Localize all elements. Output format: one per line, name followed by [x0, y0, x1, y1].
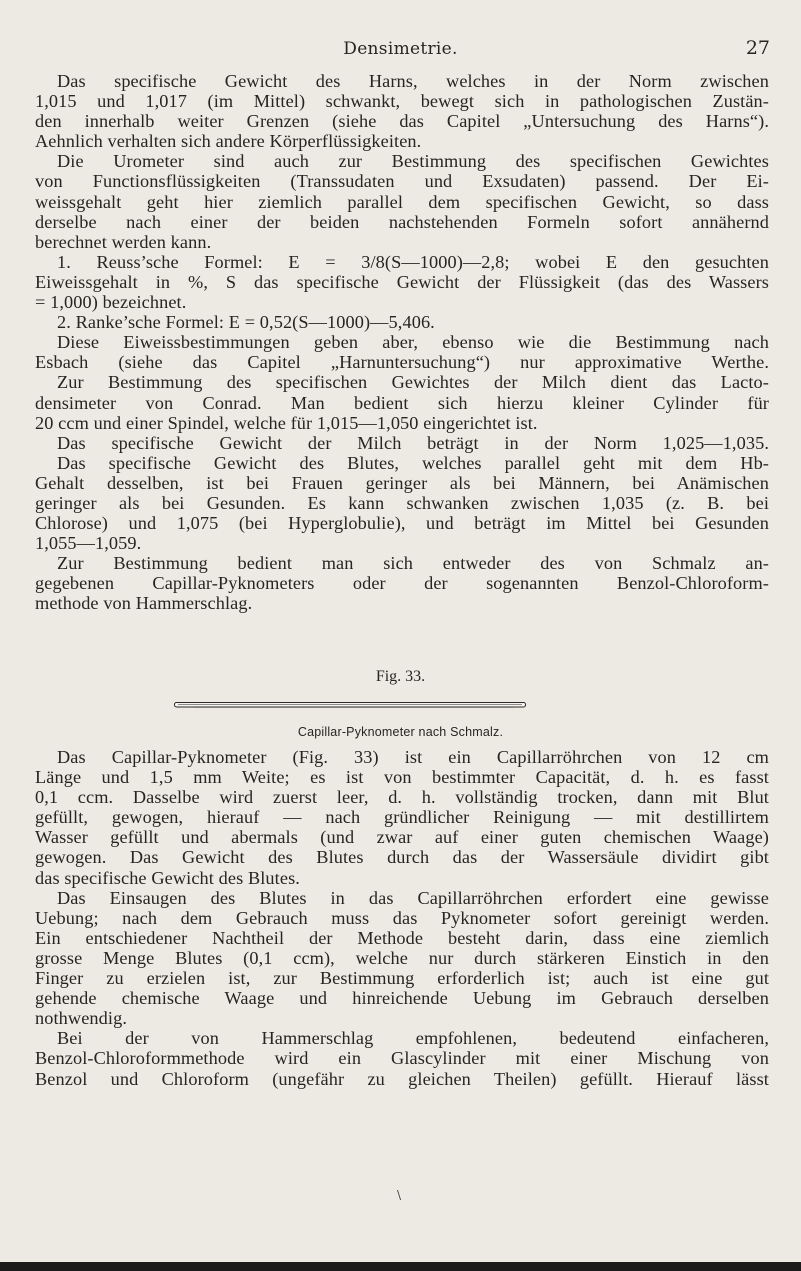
text-line: gehende chemische Waage und hinreichende Uebung im Gebrauch derselben [35, 988, 769, 1009]
text-line: Länge und 1,5 mm Weite; es ist von bestimmter Capacität, d. h. es fasst [35, 767, 769, 788]
text-line: 20 ccm und einer Spindel, welche für 1,015—1,050 eingerichtet ist. [35, 412, 538, 433]
text-line: Das Capillar-Pyknometer (Fig. 33) ist ein Capillarröhrchen von 12 cm [57, 747, 769, 767]
text-line: berechnet werden kann. [35, 231, 212, 252]
text-line: = 1,000) bezeichnet. [35, 292, 187, 313]
text-line: gefüllt, gewogen, hierauf — nach gründlicher Reinigung — mit destillirtem [35, 807, 769, 828]
bottom-edge-rule [0, 1262, 801, 1271]
text-line: Uebung; nach dem Gebrauch muss das Pyknometer sofort gereinigt werden. [35, 907, 769, 928]
text-line: derselbe nach einer der beiden nachstehenden Formeln sofort annähernd [35, 211, 769, 232]
text-line: Gehalt desselben, ist bei Frauen geringer als bei Männern, bei Anämischen [35, 472, 769, 493]
text-line: Das specifische Gewicht des Blutes, welches parallel geht mit dem Hb- [57, 452, 769, 473]
text-block-top [35, 71, 769, 614]
text-line: gegebenen Capillar-Pyknometers oder der sogenannten Benzol-Chloroform- [35, 573, 769, 594]
figure-label: Fig. 33. [375, 668, 426, 685]
text-line: 2. Ranke’sche Formel: E = 0,52(S—1000)—5,406. [57, 312, 435, 333]
text-block-bottom [35, 747, 769, 1089]
text-line: 1. Reuss’sche Formel: E = 3/8(S—1000)—2,8; wobei E den gesuchten [57, 251, 769, 272]
text-line: Die Urometer sind auch zur Bestimmung des specifischen Gewichtes [57, 151, 769, 172]
text-line: den innerhalb weiter Grenzen (siehe das Capitel „Untersuchung des Harns“). [35, 111, 769, 132]
text-line: methode von Hammerschlag. [35, 593, 253, 614]
text-line: Ein entschiedener Nachtheil der Methode besteht darin, dass eine ziemlich [35, 927, 769, 948]
text-line: Aehnlich verhalten sich andere Körperflüssigkeiten. [35, 131, 422, 152]
page-number: 27 [745, 37, 770, 59]
text-line: Eiweissgehalt in %, S das specifische Gewicht der Flüssigkeit (das des Wassers [35, 271, 769, 292]
text-line: Das specifische Gewicht der Milch beträgt in der Norm 1,025—1,035. [57, 432, 769, 453]
text-line: 1,015 und 1,017 (im Mittel) schwankt, bewegt sich in pathologischen Zustän- [35, 91, 769, 112]
text-line: das specifische Gewicht des Blutes. [35, 867, 300, 888]
stray-mark: \ [397, 1188, 402, 1202]
text-line: Benzol-Chloroformmethode wird ein Glascylinder mit einer Mischung von [35, 1048, 769, 1069]
text-line: Zur Bestimmung bedient man sich entweder des von Schmalz an- [57, 553, 769, 574]
running-head-title: Densimetrie. [343, 39, 458, 59]
text-line: 1,055—1,059. [35, 533, 142, 554]
text-line: densimeter von Conrad. Man bedient sich hierzu kleiner Cylinder für [35, 392, 769, 413]
text-line: Diese Eiweissbestimmungen geben aber, ebenso wie die Bestimmung nach [57, 332, 769, 353]
text-line: nothwendig. [35, 1008, 127, 1029]
text-line: Zur Bestimmung des specifischen Gewichtes der Milch dient das Lacto- [57, 372, 769, 393]
text-line: von Functionsflüssigkeiten (Transsudaten und Exsudaten) passend. Der Ei- [35, 171, 769, 192]
text-line: Finger zu erzielen ist, zur Bestimmung erforderlich ist; auch ist eine gut [35, 968, 769, 989]
text-line: Benzol und Chloroform (ungefähr zu gleichen Theilen) gefüllt. Hierauf lässt [35, 1068, 769, 1089]
text-line: gewogen. Das Gewicht des Blutes durch das der Wassersäule dividirt gibt [35, 847, 769, 868]
text-line: grosse Menge Blutes (0,1 ccm), welche nur durch stärkeren Einstich in den [35, 947, 769, 968]
text-line: Wasser gefüllt und abermals (und zwar auf einer guten chemischen Waage) [35, 827, 769, 848]
text-line: Esbach (siehe das Capitel „Harnuntersuchung“) nur approximative Werthe. [35, 352, 769, 373]
text-line: 0,1 ccm. Dasselbe wird zuerst leer, d. h. vollständig trocken, dann mit Blut [35, 787, 769, 808]
figure-caption: Capillar-Pyknometer nach Schmalz. [297, 725, 504, 739]
text-line: Das specifische Gewicht des Harns, welches in der Norm zwischen [57, 71, 769, 91]
text-line: geringer als bei Gesunden. Es kann schwanken zwischen 1,035 (z. B. bei [35, 492, 769, 513]
capillary-pyknometer-illustration [174, 701, 526, 709]
text-line: Bei der von Hammerschlag empfohlenen, bedeutend einfacheren, [57, 1028, 769, 1049]
text-line: Das Einsaugen des Blutes in das Capillarröhrchen erfordert eine gewisse [57, 887, 769, 908]
text-line: weissgehalt geht hier ziemlich parallel dem specifischen Gewicht, so dass [35, 191, 769, 212]
text-line: Chlorose) und 1,075 (bei Hyperglobulie), und beträgt im Mittel bei Gesunden [35, 513, 769, 534]
